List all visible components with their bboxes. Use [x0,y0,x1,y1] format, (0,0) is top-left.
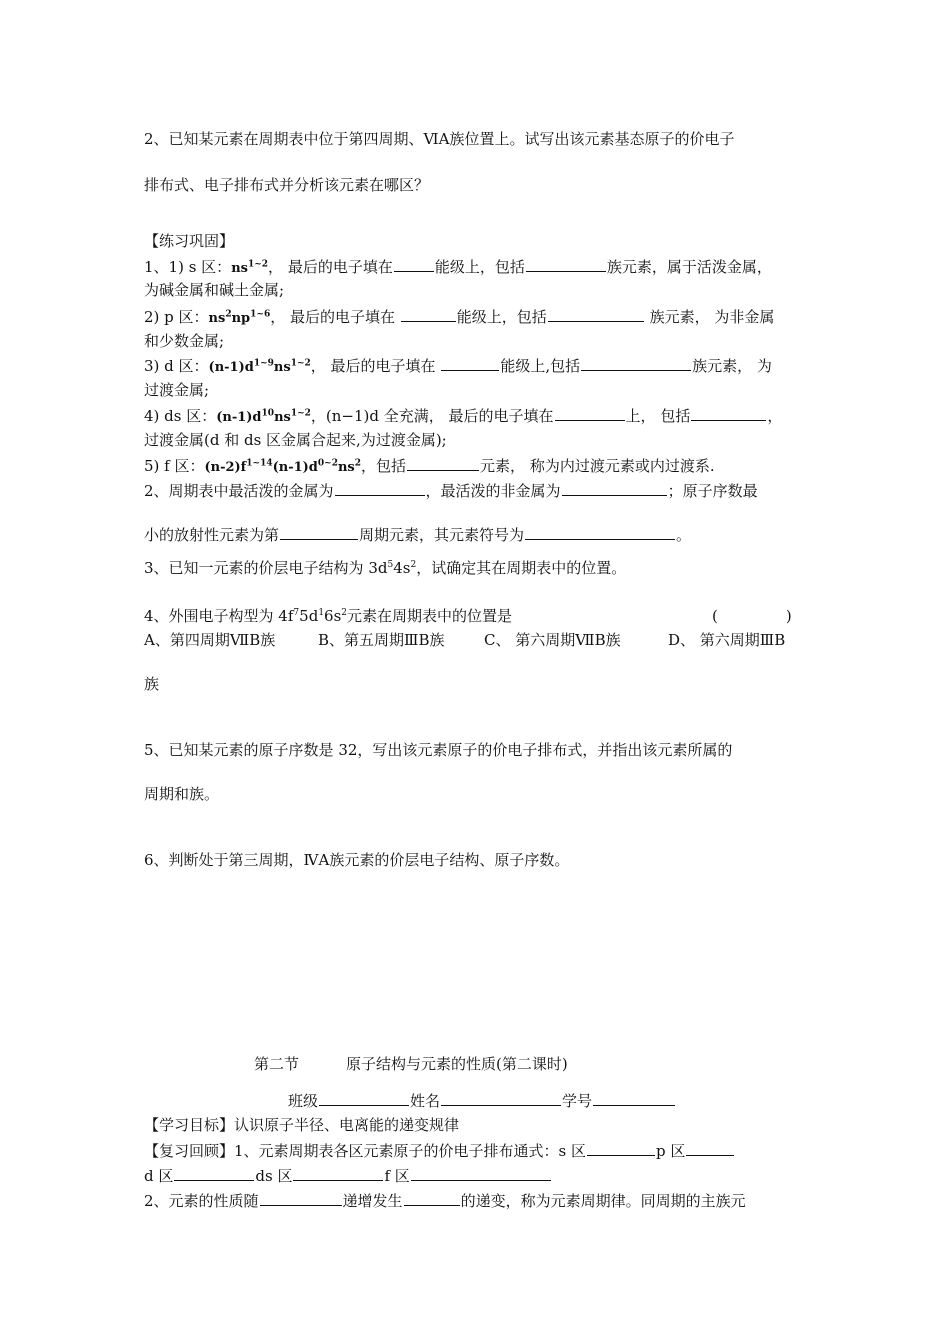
s-block-formula: $ns^{1\sim 2}$ [231,259,269,276]
s-block-group-blank[interactable] [526,256,606,272]
most-active-metal-blank[interactable] [335,480,425,496]
ds-block-formula: $(n-1)d^{10}ns^{1\sim 2}$ [216,408,311,425]
p-block-line: 2) p 区：$ns^2np^{1\sim 6}$， 最后的电子填在 能级上，包括 族元素， 为非金属 [144,308,775,326]
ds-block-level-blank[interactable] [555,405,625,421]
id-label: 学号 [562,1092,593,1110]
answer-paren[interactable]: ( ) [712,607,792,625]
s-block-level-blank[interactable] [394,256,434,272]
review-line-3: 2、元素的性质随 递增发生 的递变，称为元素周期律。同周期的主族元 [144,1192,746,1210]
learning-goal: 【学习目标】认识原子半径、电离能的递变规律 [144,1116,460,1134]
question-2-line-2: 排布式、电子排布式并分析该元素在哪区？ [144,176,430,194]
p-block-level-blank[interactable] [401,306,456,322]
practice-q6: 6、判断处于第三周期，ⅣA族元素的价层电子结构、原子序数。 [144,851,570,869]
practice-q5-line-2: 周期和族。 [144,785,220,803]
ds-block-config-blank[interactable] [293,1165,383,1181]
practice-q5-line-1: 5、已知某元素的原子序数是 32，写出该元素原子的价电子排布式，并指出该元素所属的 [144,741,733,759]
class-label: 班级 [288,1092,319,1110]
f-block-blank[interactable] [407,455,479,471]
practice-q3: 3、已知一元素的价层电子结构为 $3d^54s^2$，试确定其在周期表中的位置。 [144,559,627,577]
practice-q4: 4、外围电子构型为 $4f^75d^16s^2$元素在周期表中的位置是 [144,607,513,625]
review-line-2: d 区 ds 区 f 区 [144,1165,552,1186]
practice-heading: 【练习巩固】 [144,232,235,250]
s-block-config-blank[interactable] [587,1140,655,1156]
s-block-prefix: 1、1) s 区： [144,258,232,276]
practice-q2-line-1: 2、周期表中最活泼的金属为 ，最活泼的非金属为 ；原子序数最 [144,482,758,500]
ds-block-group-blank[interactable] [691,405,766,421]
ds-block-cont: 过渡金属(d 和 ds 区金属合起来,为过渡金属); [144,431,447,449]
review-line-1: 【复习回顾】1、元素周期表各区元素原子的价电子排布通式：s 区 p 区 [144,1140,735,1161]
option-a[interactable]: A、第四周期ⅦB族 [144,631,276,649]
property-basis-blank[interactable] [260,1190,342,1206]
p-block-cont: 和少数金属; [144,332,225,350]
d-block-level-blank[interactable] [441,355,499,371]
d-block-formula: $(n-1)d^{1\sim 9}ns^{1\sim 2}$ [208,358,311,375]
s-block-line: 1、1) s 区：$ns^{1\sim 2}$， 最后的电子填在 能级上，包括 族元素，属于活泼金属， [144,258,772,276]
most-active-nonmetal-blank[interactable] [562,480,667,496]
option-d[interactable]: D、 第六周期ⅢB [668,631,786,649]
period-blank[interactable] [280,524,358,540]
d-block-config-blank[interactable] [174,1165,254,1181]
ds-block-line: 4) ds 区：$(n-1)d^{10}ns^{1\sim 2}$，(n−1)d 全充满， 最后的电子填在 上， 包括 ， [144,407,783,425]
p-block-config-blank[interactable] [686,1140,734,1156]
student-info-line [288,1090,676,1111]
f-block-line: 5) f 区：$(n-2)f^{1\sim 14}(n-1)d^{0\sim 2}ns^2$，包括 元素， 称为内过渡元素或内过渡系. [144,457,715,475]
f-block-formula: $(n-2)f^{1\sim 14}(n-1)d^{0\sim 2}ns^2$ [204,458,362,475]
change-type-blank[interactable] [404,1190,460,1206]
practice-q2-line-2: 小的放射性元素为第 周期元素，其元素符号为 。 [144,526,692,544]
option-d-cont: 族 [144,675,160,693]
s-block-cont: 为碱金属和碱土金属; [144,281,285,299]
question-2-line-1: 2、已知某元素在周期表中位于第四周期、ⅥA族位置上。试写出该元素基态原子的价电子 [144,130,735,148]
d-block-cont: 过渡金属; [144,381,210,399]
name-blank[interactable] [441,1090,561,1106]
option-b[interactable]: B、第五周期ⅢB族 [318,631,445,649]
f-block-config-blank[interactable] [411,1165,551,1181]
option-c[interactable]: C、 第六周期ⅦB族 [484,631,621,649]
d-block-line: 3) d 区：$(n-1)d^{1\sim 9}ns^{1\sim 2}$， 最后的电子填在 能级上,包括 族元素， 为 [144,357,772,375]
name-label: 姓名 [410,1092,441,1110]
class-blank[interactable] [319,1090,409,1106]
p-block-group-blank[interactable] [548,306,644,322]
id-blank[interactable] [593,1090,675,1106]
d-block-group-blank[interactable] [581,355,691,371]
p-block-formula: $ns^2np^{1\sim 6}$ [208,309,271,326]
element-symbol-blank[interactable] [525,524,675,540]
section-2-title-a: 第二节 [254,1055,300,1073]
section-2-title-b: 原子结构与元素的性质(第二课时) [346,1055,568,1073]
